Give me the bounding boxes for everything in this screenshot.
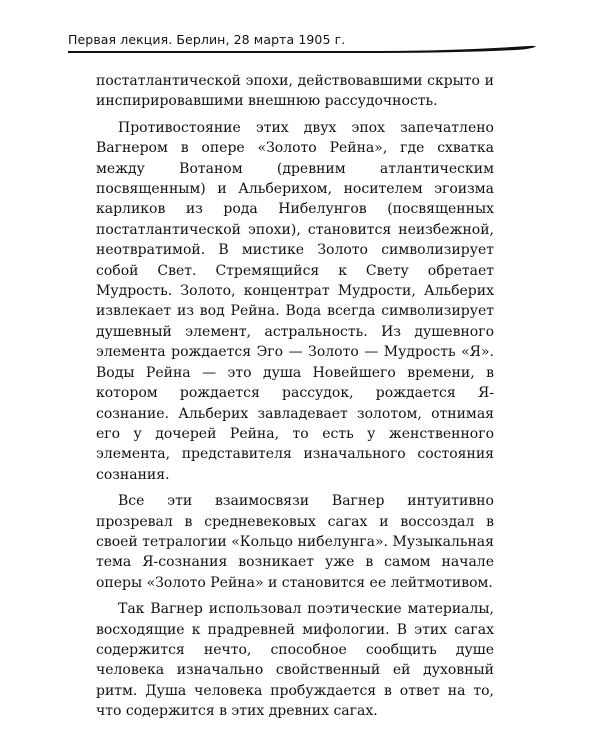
running-head [68, 30, 538, 56]
decorative-header-rule [68, 44, 538, 58]
paragraph: Все эти взаимосвязи Вагнер интуитивно прозревал в средневековых сагах и воссоздал в своей тетралогии «Кольцо нибелунга». Музыкальная тема Я-сознания возникает уже в самом начале оперы «Золото Рейна» и становится ее лейтмотивом. [96, 493, 494, 591]
paragraph: постатлантической эпохи, действовавшими скрыто и инспирировавшими внешнюю рассудочность. [96, 73, 494, 110]
running-head-title: Первая лекция. Берлин, 28 марта 1905 г. [68, 32, 346, 47]
paragraph: Противостояние этих двух эпох запечатлено Вагнером в опере «Золото Рейна», где схватка между Вотаном (древним атлантическим посвященным) и Альберихом, носителем эгоизма карликов из рода Нибелунгов (посвященных постатлантической эпохи), становится неизбежной, неотвратимой. В мистике Золото символизирует собой Свет. Стремящийся к Свету обретает Мудрость. Золото, концентрат Мудрости, Альберих извлекает из вод Рейна. Вода всегда символизирует душевный элемент, астральность. Из душевного элемента рождается Эго — Золото — Мудрость «Я». Воды Рейна — это душа Новейшего времени, в котором рождается рассудок, рождается Я-сознание. Альберих завладевает золотом, отнимая его у дочерей Рейна, то есть у женственного элемента, представителя изначального состояния сознания. [96, 119, 494, 483]
page-body [96, 71, 494, 728]
paragraph: Так Вагнер использовал поэтические материалы, восходящие к прадревней мифологии. В этих сагах содержится нечто, способное сообщить душе человека изначально свойственный ей духовный ритм. Душа человека пробуждается в ответ на то, что содержится в этих древних сагах. [96, 601, 494, 720]
